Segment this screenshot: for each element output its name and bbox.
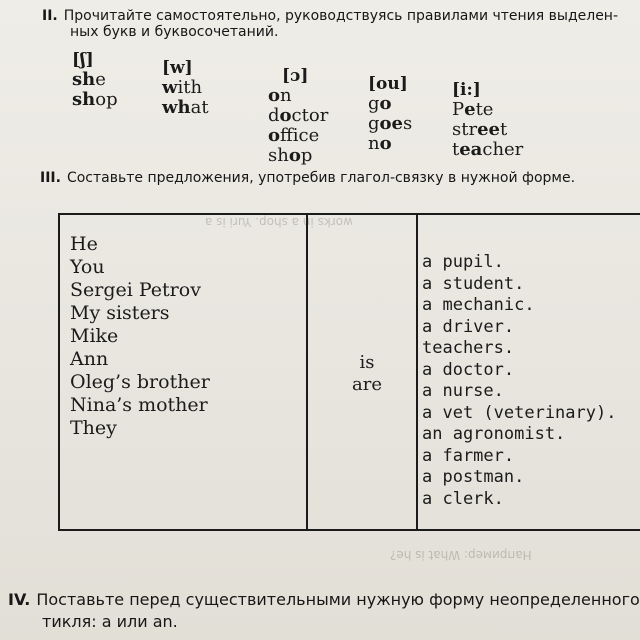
phonetics-column-i-long xyxy=(452,80,523,160)
predicate-item: a vet (veterinary). xyxy=(422,402,617,423)
word-no: no xyxy=(368,133,392,154)
bleed-through-text: Нaпример: What is he? xyxy=(390,548,532,562)
word-shop: shop xyxy=(72,89,118,110)
section-iv-number: IV. xyxy=(8,590,31,609)
predicate-item: a clerk. xyxy=(422,488,504,509)
section-ii-number: II. xyxy=(42,8,58,24)
subject-item: My sisters xyxy=(70,302,170,324)
predicate-item: a pupil. xyxy=(422,252,504,272)
word-what: what xyxy=(162,97,209,118)
subject-item: Ann xyxy=(70,348,109,370)
section-ii-instruction xyxy=(42,8,640,24)
phonetic-header: [i:] xyxy=(452,80,481,100)
subject-item: You xyxy=(70,256,105,278)
section-iii-instruction xyxy=(40,170,640,186)
word-goes: goes xyxy=(368,113,413,134)
subject-item: Oleg’s brother xyxy=(70,371,210,393)
subject-item: Sergei Petrov xyxy=(70,279,201,301)
predicate-item: a doctor. xyxy=(422,359,515,380)
subject-item: Mike xyxy=(70,325,119,347)
phonetics-column-sh xyxy=(72,50,118,110)
subject-item: Nina’s mother xyxy=(70,394,208,416)
word-street: street xyxy=(452,119,508,140)
phonetics-column-w xyxy=(162,58,209,118)
section-iv-instruction-2: тикля: a или an. xyxy=(42,612,178,631)
section-ii-instruction-line1: Прочитайте самостоятельно, руководствуясь правилами чтения выделен- xyxy=(63,8,619,24)
word-doctor: doctor xyxy=(268,105,329,126)
word-with: with xyxy=(162,77,203,98)
phonetic-header: [ou] xyxy=(368,74,408,94)
phonetic-header: [ɔ] xyxy=(282,66,309,86)
section-iii-number: III. xyxy=(40,170,61,186)
column-divider xyxy=(306,215,308,529)
section-iv-instruction-line1: Поставьте перед существительными нужную форму неопределенного xyxy=(36,590,640,609)
phonetics-column-ou xyxy=(368,74,412,154)
subjects-column xyxy=(70,233,210,440)
predicate-item: a farmer. xyxy=(422,445,515,466)
phonetics-column-o-open xyxy=(268,66,328,166)
verbs-column xyxy=(352,352,382,396)
section-ii-instruction-2: ных букв и буквосочетаний. xyxy=(70,24,279,40)
word-office: office xyxy=(268,125,320,146)
phonetic-header: [w] xyxy=(162,58,193,78)
sentence-building-table xyxy=(58,213,640,531)
subject-item: He xyxy=(70,233,98,255)
word-go: go xyxy=(368,93,392,114)
predicate-item: a mechanic. xyxy=(422,295,535,315)
predicate-item: an agronomist. xyxy=(422,424,566,444)
predicate-item: a postman. xyxy=(422,467,525,487)
predicates-column xyxy=(422,252,616,510)
subject-item: They xyxy=(70,417,117,439)
word-she: she xyxy=(72,69,106,90)
predicate-item: a driver. xyxy=(422,316,515,337)
verb-are: are xyxy=(352,374,382,395)
predicate-item: teachers. xyxy=(422,338,515,358)
bleed-through-text: works in a shop. Yuri is a xyxy=(205,215,353,229)
section-iv-instruction xyxy=(8,590,640,610)
word-shop-2: shop xyxy=(268,145,313,166)
section-iii-instruction-text: Составьте предложения, употребив глагол-связку в нужной форме. xyxy=(66,170,576,186)
predicate-item: a nurse. xyxy=(422,381,504,401)
word-on: on xyxy=(268,85,292,106)
verb-is: is xyxy=(359,352,375,373)
predicate-item: a student. xyxy=(422,273,525,294)
word-teacher: teacher xyxy=(452,139,524,160)
word-pete: Pete xyxy=(452,99,494,120)
phonetic-header: [ʃ] xyxy=(72,50,94,70)
column-divider xyxy=(416,215,418,529)
